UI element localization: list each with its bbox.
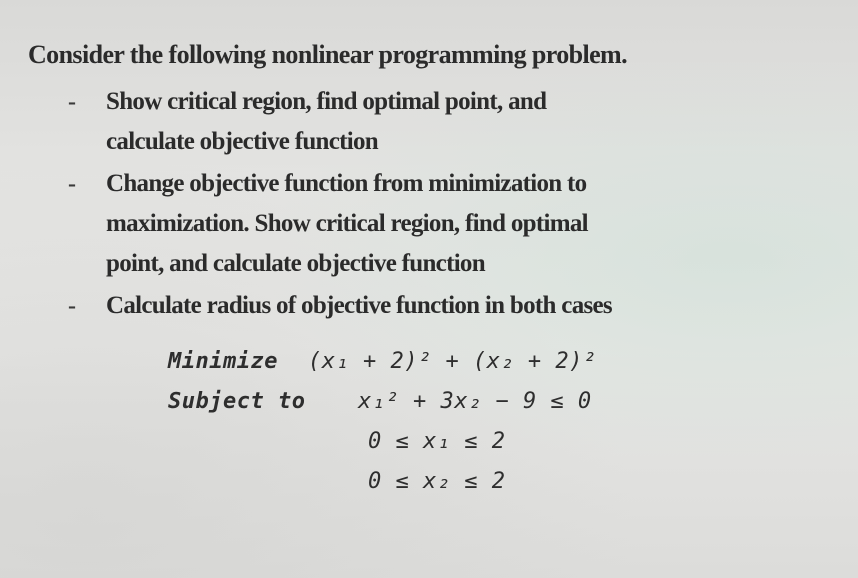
- task-item-line: calculate objective function: [106, 128, 379, 155]
- bullet-dash: -: [68, 89, 76, 115]
- constraints-label: Subject to: [168, 389, 306, 414]
- task-item-1: [68, 82, 728, 162]
- constraint-expression: 0 ≤ x₂ ≤ 2: [368, 469, 506, 494]
- objective-expression: (x₁ + 2)² + (x₂ + 2)²: [308, 349, 597, 374]
- task-item-line: Change objective function from minimization to: [106, 170, 587, 197]
- objective-label: Minimize: [168, 349, 278, 374]
- problem-heading: Consider the following nonlinear programming problem.: [28, 40, 627, 69]
- task-list: [68, 82, 728, 328]
- task-item-line: Show critical region, find optimal point, and: [106, 88, 547, 115]
- task-item-2: [68, 164, 728, 284]
- constraint-expression: 0 ≤ x₁ ≤ 2: [368, 429, 506, 454]
- bullet-dash: -: [68, 171, 76, 197]
- task-item-3: [68, 286, 728, 326]
- constraint-expression: x₁² + 3x₂ − 9 ≤ 0: [358, 389, 592, 414]
- task-item-line: Calculate radius of objective function in both cases: [106, 292, 612, 319]
- task-item-line: maximization. Show critical region, find optimal: [106, 210, 588, 237]
- task-item-line: point, and calculate objective function: [106, 250, 485, 277]
- bullet-dash: -: [68, 293, 76, 319]
